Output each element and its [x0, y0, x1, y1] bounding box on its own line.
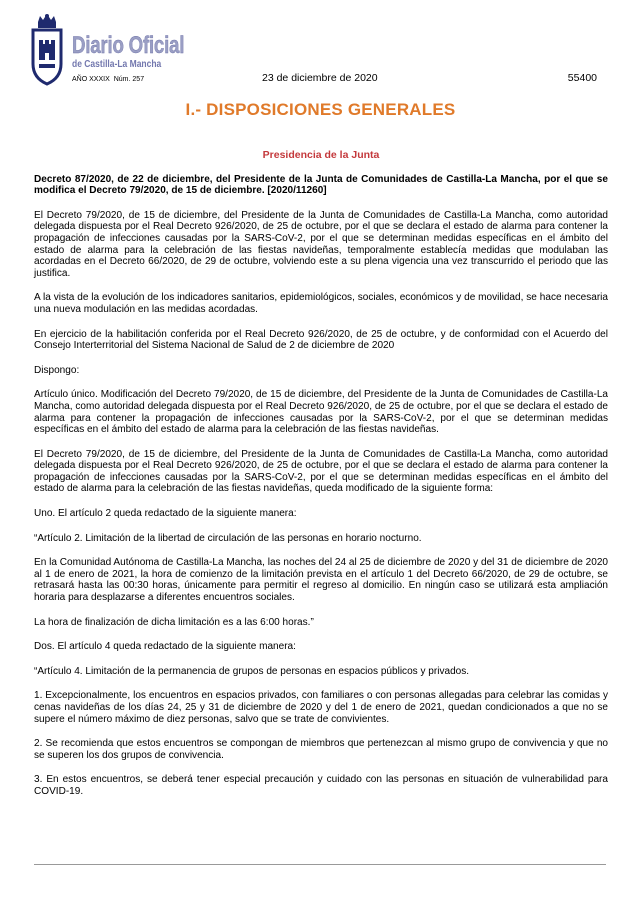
paragraph: El Decreto 79/2020, de 15 de diciembre, del Presidente de la Junta de Comunidades de Castilla-La Mancha, como autoridad delegada dispuesta por el Real Decreto 926/2020, de 25 de octubre, por el que se declara el estado de alarma para contener la propagación de infecciones causadas por la SARS-CoV-2, por el que se determinan medidas específicas en el ámbito del estado de alarma para la celebración de las fiestas navideñas, queda modificado de la siguiente forma: [34, 448, 608, 495]
paragraph: Dos. El artículo 4 queda redactado de la siguiente manera: [34, 641, 296, 653]
footer-divider [34, 864, 606, 865]
paragraph: En ejercicio de la habilitación conferida por el Real Decreto 926/2020, de 25 de octubre, y de conformidad con el Acuerdo del Consejo Interterritorial del Sistema Nacional de Salud de 2 de diciembre de 2020 [34, 328, 608, 352]
publication-date: 23 de diciembre de 2020 [262, 72, 378, 84]
paragraph: 1. Excepcionalmente, los encuentros en espacios privados, con familiares o con personas allegadas para celebrar las comidas y cenas navideñas de los días 24, 25 y 31 de diciembre de 2020 y del 1 de enero de 2021, quedan condicionados a que no se supere el número máximo de diez personas, salvo que se trate de convivientes. [34, 690, 608, 725]
paragraph: “Artículo 2. Limitación de la libertad de circulación de las personas en horario nocturno. [34, 532, 422, 544]
issue-year: AÑO XXXIX [72, 76, 110, 83]
paragraph: En la Comunidad Autónoma de Castilla-La Mancha, las noches del 24 al 25 de diciembre de 2020 y del 31 de diciembre de 2020 al 1 de enero de 2021, la hora de comienzo de la limitación prevista en el artículo 1 del Decreto 66/2020, de 29 de octubre, se retrasará hasta las 00:30 horas, únicamente para permitir el regreso al domicilio. En ningún caso se utilizará esta ampliación horaria para desplazarse a diferentes encuentros sociales. [34, 557, 608, 604]
decree-title: Decreto 87/2020, de 22 de diciembre, del Presidente de la Junta de Comunidades de Castilla-La Mancha, por el que se modifica el Decreto 79/2020, de 15 de diciembre. [2020/11260] [34, 173, 608, 197]
publication-title: Diario Oficial [72, 32, 185, 59]
publication-subtitle: de Castilla-La Mancha [72, 59, 162, 70]
issuing-body: Presidencia de la Junta [262, 149, 380, 161]
issue-number: Núm. 257 [113, 76, 145, 83]
paragraph: 2. Se recomienda que estos encuentros se compongan de miembros que pertenezcan al mismo grupo de convivencia y que no se superen los dos grupos de convivencia. [34, 738, 608, 761]
paragraph: Dispongo: [34, 364, 80, 376]
paragraph: “Artículo 4. Limitación de la permanencia de grupos de personas en espacios públicos y privados. [34, 665, 470, 677]
paragraph: El Decreto 79/2020, de 15 de diciembre, del Presidente de la Junta de Comunidades de Castilla-La Mancha, como autoridad delegada dispuesta por el Real Decreto 926/2020, de 25 de octubre, por el que se declara el estado de alarma para contener la propagación de infecciones causadas por la SARS-CoV-2, por el que se determinan medidas específicas en el ámbito del estado de alarma para la celebración de las fiestas navideñas, temporalmente establecía medidas que modulaban las acordadas en el Decreto 66/2020, de 29 de octubre, volviendo este a su plena vigencia una vez transcurrido el periodo que las justifica. [34, 209, 608, 279]
page-number: 55400 [567, 72, 597, 84]
paragraph: 3. En estos encuentros, se deberá tener especial precaución y cuidado con las personas en situación de vulnerabilidad para COVID-19. [34, 774, 608, 797]
issue-info [72, 76, 148, 83]
paragraph: Artículo único. Modificación del Decreto 79/2020, de 15 de diciembre, del Presidente de la Junta de Comunidades de Castilla-La Mancha, como autoridad delegada dispuesta por el Real Decreto 926/2020, de 25 de octubre, por el que se declara el estado de alarma para contener la propagación de infecciones causadas por la SARS-CoV-2, por el que se determinan medidas específicas en el ámbito del estado de alarma para la celebración de las fiestas navideñas. [34, 389, 608, 436]
paragraph: A la vista de la evolución de los indicadores sanitarios, epidemiológicos, sociales, económicos y de movilidad, se hace necesaria una nueva modulación en las medidas acordadas. [34, 292, 608, 315]
document-body [34, 150, 608, 811]
paragraph: La hora de finalización de dicha limitación es a las 6:00 horas.” [34, 616, 314, 628]
section-title: I.- DISPOSICIONES GENERALES [185, 100, 456, 119]
paragraph: Uno. El artículo 2 queda redactado de la siguiente manera: [34, 508, 297, 520]
page-header [0, 0, 641, 95]
castilla-la-mancha-crest-icon [27, 14, 67, 86]
